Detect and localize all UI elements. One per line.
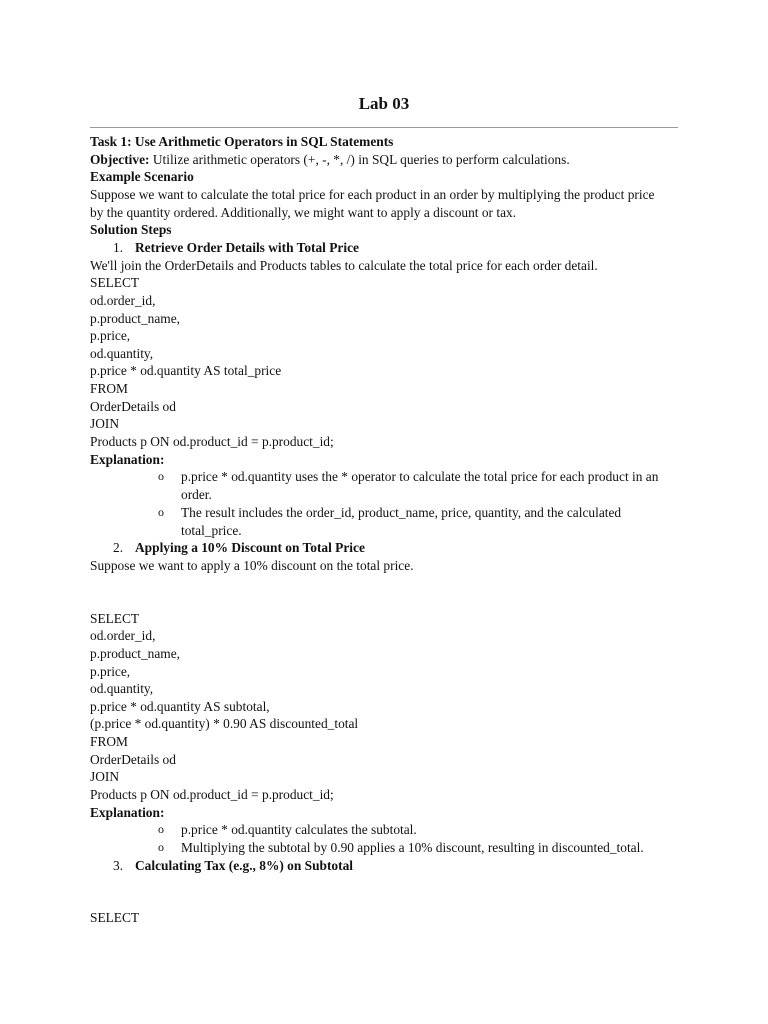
code-line: (p.price * od.quantity) * 0.90 AS discounted_total [90, 716, 359, 731]
code-line: p.price * od.quantity AS total_price [90, 363, 282, 378]
code-line: p.product_name, [90, 646, 180, 661]
code-line: FROM [90, 734, 128, 749]
bullet-icon: o [158, 505, 164, 519]
objective-line [90, 151, 570, 168]
bullet-icon: o [158, 822, 164, 836]
step-1-bullet-2: The result includes the order_id, product_name, price, quantity, and the calculated total_price. [181, 505, 622, 538]
steps-heading: Solution Steps [90, 222, 172, 237]
code-line: OrderDetails od [90, 399, 176, 414]
task-heading: Task 1: Use Arithmetic Operators in SQL Statements [90, 134, 394, 149]
step-2-number: 2. [113, 540, 124, 555]
step-2-intro: Suppose we want to apply a 10% discount on the total price. [90, 558, 414, 573]
scenario-line-1: Suppose we want to calculate the total price for each product in an order by multiplying the product price [90, 187, 655, 202]
code-line: p.product_name, [90, 311, 180, 326]
code-line: JOIN [90, 769, 120, 784]
step-2-bullet-1: p.price * od.quantity calculates the subtotal. [181, 822, 417, 837]
code-line: p.price, [90, 328, 131, 343]
code-line: Products p ON od.product_id = p.product_id; [90, 787, 334, 802]
step-2-heading: Applying a 10% Discount on Total Price [135, 540, 365, 555]
code-line: SELECT [90, 910, 140, 925]
bullet-icon: o [158, 469, 164, 483]
step-1-intro: We'll join the OrderDetails and Products tables to calculate the total price for each order detail. [90, 258, 598, 273]
code-line: od.quantity, [90, 681, 154, 696]
code-line: FROM [90, 381, 128, 396]
step-1-bullet-1: p.price * od.quantity uses the * operator to calculate the total price for each product in an order. [181, 469, 659, 502]
step-2-explanation-label: Explanation: [90, 805, 165, 820]
bullet-icon: o [158, 840, 164, 854]
step-1-heading: Retrieve Order Details with Total Price [135, 240, 359, 255]
scenario-heading: Example Scenario [90, 169, 194, 184]
title-divider [90, 127, 678, 128]
step-1-explanation-label: Explanation: [90, 452, 165, 467]
code-line: od.order_id, [90, 628, 156, 643]
page-title: Lab 03 [358, 94, 410, 113]
scenario-line-2: by the quantity ordered. Additionally, we might want to apply a discount or tax. [90, 205, 517, 220]
step-1-number: 1. [113, 240, 124, 255]
code-line: SELECT [90, 611, 140, 626]
code-line: od.order_id, [90, 293, 156, 308]
objective-label: Objective: [90, 152, 150, 167]
code-line: SELECT [90, 275, 140, 290]
code-line: OrderDetails od [90, 752, 176, 767]
code-line: od.quantity, [90, 346, 154, 361]
code-line: p.price, [90, 664, 131, 679]
step-3-number: 3. [113, 858, 124, 873]
objective-text: Utilize arithmetic operators (+, -, *, /) in SQL queries to perform calculations. [149, 152, 570, 167]
code-line: Products p ON od.product_id = p.product_id; [90, 434, 334, 449]
step-2-bullet-2: Multiplying the subtotal by 0.90 applies a 10% discount, resulting in discounted_total. [181, 840, 644, 855]
step-3-heading: Calculating Tax (e.g., 8%) on Subtotal [135, 858, 354, 873]
code-line: p.price * od.quantity AS subtotal, [90, 699, 270, 714]
code-line: JOIN [90, 416, 120, 431]
